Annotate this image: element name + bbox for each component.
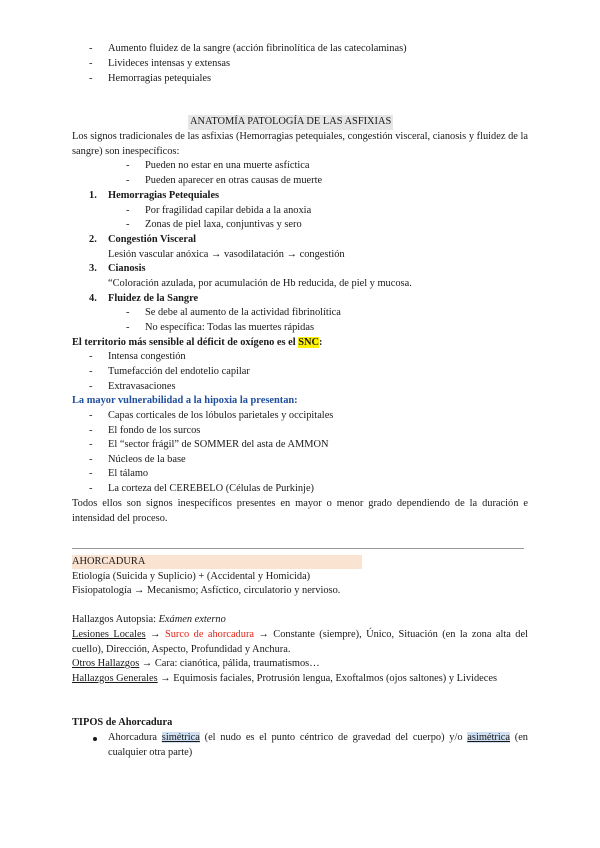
hallazgos-generales <box>72 672 497 687</box>
list-item: Zonas de piel laxa, conjuntivas y sero <box>145 219 302 230</box>
list-item: Livideces intensas y extensas <box>108 58 231 69</box>
list-dash: - <box>89 58 93 69</box>
list-item: Pueden no estar en una muerte asfíctica <box>145 160 310 171</box>
tipos-paragraph <box>108 731 528 760</box>
list-item: Aumento fluidez de la sangre (acción fibrinolítica de las catecolaminas) <box>108 43 407 54</box>
list-dash: - <box>126 322 130 333</box>
numbered-heading: Hemorragias Petequiales <box>108 190 220 201</box>
territorio-suffix: : <box>319 337 323 348</box>
list-number: 4. <box>89 293 97 304</box>
list-dash: - <box>89 410 93 421</box>
list-item: No específica: Todas las muertes rápidas <box>145 322 315 333</box>
etiologia-line: Etiología (Suicida y Suplicio) + (Accidental y Homicida) <box>72 571 311 582</box>
numbered-heading: Congestión Visceral <box>108 234 197 245</box>
numbered-heading: Cianosis <box>108 263 146 274</box>
divider <box>72 548 524 549</box>
body-text: “Coloración azulada, por acumulación de Hb reducida, de piel y mucosa. <box>108 278 412 289</box>
list-item: Núcleos de la base <box>108 454 186 465</box>
list-dash: - <box>126 307 130 318</box>
list-dash: - <box>89 454 93 465</box>
list-item: Intensa congestión <box>108 351 186 362</box>
hallazgos-autopsia-label: Hallazgos Autopsia: <box>72 614 159 625</box>
list-item: El tálamo <box>108 468 149 479</box>
territorio-heading <box>72 336 323 351</box>
simetrica-term: simétrica <box>161 732 200 743</box>
list-item: La corteza del CEREBELO (Células de Purkinje) <box>108 483 315 494</box>
arrow-text: → <box>145 629 165 640</box>
snc-highlight: SNC <box>298 337 320 348</box>
list-dash: - <box>126 205 130 216</box>
vulnerabilidad-heading: La mayor vulnerabilidad a la hipoxia la presentan: <box>72 395 298 406</box>
otros-hallazgos-label: Otros Hallazgos <box>72 658 140 669</box>
list-item: Pueden aparecer en otras causas de muerte <box>145 175 323 186</box>
list-dash: - <box>126 160 130 171</box>
list-dash: - <box>89 366 93 377</box>
hallazgos-autopsia <box>72 613 226 628</box>
numbered-heading: Fluidez de la Sangre <box>108 293 199 304</box>
asimetrica-term: asimétrica <box>467 732 510 743</box>
tipos-heading: TIPOS de Ahorcadura <box>72 717 173 728</box>
list-item: Capas corticales de los lóbulos parietales y occipitales <box>108 410 334 421</box>
body-text: Lesión vascular anóxica → vasodilatación → congestión <box>108 249 345 260</box>
tipos-text: Ahorcadura <box>108 732 162 743</box>
bullet-icon <box>93 737 97 741</box>
list-number: 3. <box>89 263 97 274</box>
list-item: Se debe al aumento de la actividad fibrinolítica <box>145 307 341 318</box>
ahorcadura-title: AHORCADURA <box>72 556 146 567</box>
list-dash: - <box>89 351 93 362</box>
lesiones-locales-paragraph <box>72 628 528 657</box>
list-dash: - <box>89 43 93 54</box>
list-dash: - <box>89 468 93 479</box>
list-item: Por fragilidad capilar debida a la anoxia <box>145 205 312 216</box>
tipos-text: (el nudo es el punto céntrico de gravedad del cuerpo) y/o <box>199 732 468 743</box>
list-dash: - <box>89 439 93 450</box>
hallazgos-generales-rest: → Equimosis faciales, Protrusión lengua, Exoftalmos (ojos saltones) y Livideces <box>157 673 498 684</box>
intro-paragraph: Los signos tradicionales de las asfixias (Hemorragias petequiales, congestión visceral, cianosis y fluidez de la sangre) son inespecíficos: <box>72 131 528 157</box>
fisiopatologia-line: Fisiopatología → Mecanismo; Asfíctico, circulatorio y nervioso. <box>72 585 341 596</box>
list-dash: - <box>126 219 130 230</box>
hallazgos-generales-label: Hallazgos Generales <box>72 673 158 684</box>
otros-hallazgos-rest: → Cara: cianótica, pálida, traumatismos… <box>139 658 320 669</box>
otros-hallazgos <box>72 657 320 672</box>
list-number: 2. <box>89 234 97 245</box>
lesiones-locales-label: Lesiones Locales <box>72 629 146 640</box>
list-item: Tumefacción del endotelio capilar <box>108 366 250 377</box>
list-dash: - <box>89 381 93 392</box>
tipos-text: (en cualquier otra parte) <box>108 732 529 758</box>
territorio-prefix: El territorio más sensible al déficit de oxígeno es el <box>72 337 299 348</box>
examen-externo: Exámen externo <box>158 614 226 625</box>
conclusion-paragraph: Todos ellos son signos inespecíficos presentes en mayor o menor grado dependiendo de la duración e intensidad del proceso. <box>72 498 528 524</box>
list-item: Hemorragias petequiales <box>108 73 211 84</box>
list-dash: - <box>89 73 93 84</box>
section-title: ANATOMÍA PATOLOGÍA DE LAS ASFIXIAS <box>188 115 393 130</box>
surco-ahorcadura: Surco de ahorcadura <box>164 629 255 640</box>
list-item: El fondo de los surcos <box>108 425 201 436</box>
list-dash: - <box>89 425 93 436</box>
list-dash: - <box>89 483 93 494</box>
list-dash: - <box>126 175 130 186</box>
lesiones-locales-rest: → Constante (siempre), Único, Situación (en la zona alta del cuello), Dirección, Aspecto, Profundidad y Anchura. <box>72 629 528 655</box>
list-item: Extravasaciones <box>108 381 176 392</box>
list-number: 1. <box>89 190 97 201</box>
list-item: El “sector frágil” de SOMMER del asta de AMMON <box>108 439 329 450</box>
